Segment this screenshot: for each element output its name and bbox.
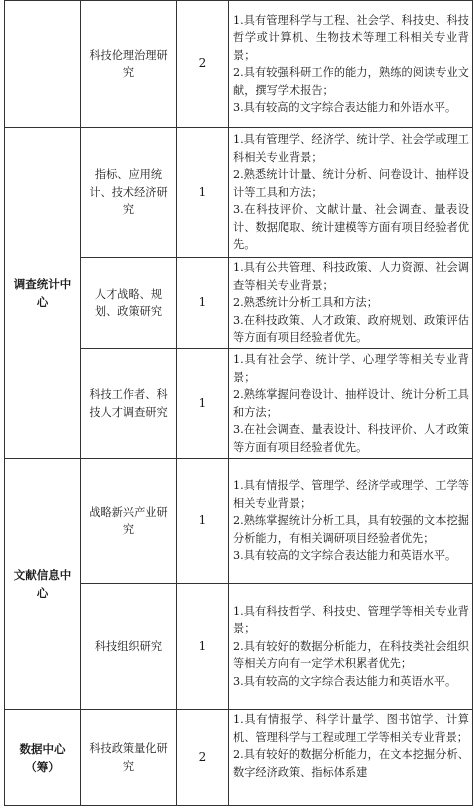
department-name: 文献信息中心 [5,459,81,710]
position-count: 1 [177,584,229,710]
requirements-cell [229,584,473,710]
requirement-item: 2.熟练掌握统计分析工具，具有较强的文本挖掘分析能力，有相关调研项目经验者优先； [233,514,469,545]
department-name: 数据中心（筹） [5,710,81,806]
position-count: 2 [177,710,229,806]
research-direction: 指标、应用统计、技术经济研究 [81,128,177,258]
requirement-item: 2.熟悉统计分析工具和方法； [233,296,378,310]
requirement-item: 2.熟悉统计计量、统计分析、问卷设计、抽样设计等工具和方法； [233,168,469,199]
research-direction: 战略新兴产业研究 [81,459,177,584]
table-row [5,128,473,258]
requirement-item: 1.具有管理科学与工程、社会学、科技史、科技哲学或计算机、生物技术等理工科相关专业背景； [233,13,469,62]
table-row [5,1,473,128]
requirement-item: 3.在社会调查、量表设计、科技评价、人才政策等方面有项目经验者优先。 [233,423,469,454]
research-direction: 科技伦理治理研究 [81,1,177,128]
research-direction: 科技工作者、科技人才调查研究 [81,349,177,459]
requirement-item: 3.具有较高的文字综合表达能力和英语水平。 [233,674,457,688]
requirement-item: 1.具有科技哲学、科技史、管理学等相关专业背景； [233,604,469,636]
position-count: 1 [177,128,229,258]
requirement-item: 2.具有较好的数据分析能力，在文本挖掘分析、数字经济政策、指标体系建 [233,748,469,779]
requirements-cell [229,258,473,349]
requirement-item: 2.具有较好的数据分析能力，在科技类社会组织等相关方向有一定学术积累者优先； [233,639,469,671]
requirement-item: 3.具有较高的文字综合表达能力和英语水平。 [233,549,457,563]
research-direction: 科技组织研究 [81,584,177,710]
requirement-item: 1.具有情报学、管理学、经济学或理学、工学等相关专业背景； [233,479,469,510]
position-count: 1 [177,258,229,349]
position-count: 1 [177,349,229,459]
requirements-cell [229,128,473,258]
requirements-cell [229,710,473,806]
requirement-item: 1.具有管理学、经济学、统计学、社会学或理工科相关专业背景； [233,133,469,164]
research-direction: 科技政策量化研究 [81,710,177,806]
requirements-cell [229,459,473,584]
position-count: 2 [177,1,229,128]
recruitment-table [4,0,473,806]
requirement-item: 3.在科技政策、人才政策、政府规划、政策评估等方面有项目经验者优先。 [233,313,469,345]
department-cell-blank [5,1,81,128]
requirement-item: 1.具有情报学、科学计量学、图书馆学、计算机、管理科学与工程或理工学等相关专业背景； [233,713,469,744]
requirement-item: 3.在科技评价、文献计量、社会调查、量表设计、数据爬取、统计建模等方面有项目经验者优先。 [233,203,469,252]
requirement-item: 1.具有社会学、统计学、心理学等相关专业背景； [233,353,469,384]
requirement-item: 1.具有公共管理、科技政策、人力资源、社会调查等相关专业背景； [233,261,469,292]
requirements-cell [229,349,473,459]
table-row [5,459,473,584]
research-direction: 人才战略、规划、政策研究 [81,258,177,349]
requirement-item: 3.具有较高的文字综合表达能力和外语水平。 [233,101,457,114]
requirement-item: 2.具有较强科研工作的能力，熟练的阅读专业文献，撰写学术报告； [233,66,469,97]
position-count: 1 [177,459,229,584]
requirements-cell [229,1,473,128]
table-row [5,710,473,806]
requirement-item: 2.熟练掌握问卷设计、抽样设计、统计分析工具和方法； [233,388,469,419]
department-name: 调查统计中心 [5,128,81,459]
